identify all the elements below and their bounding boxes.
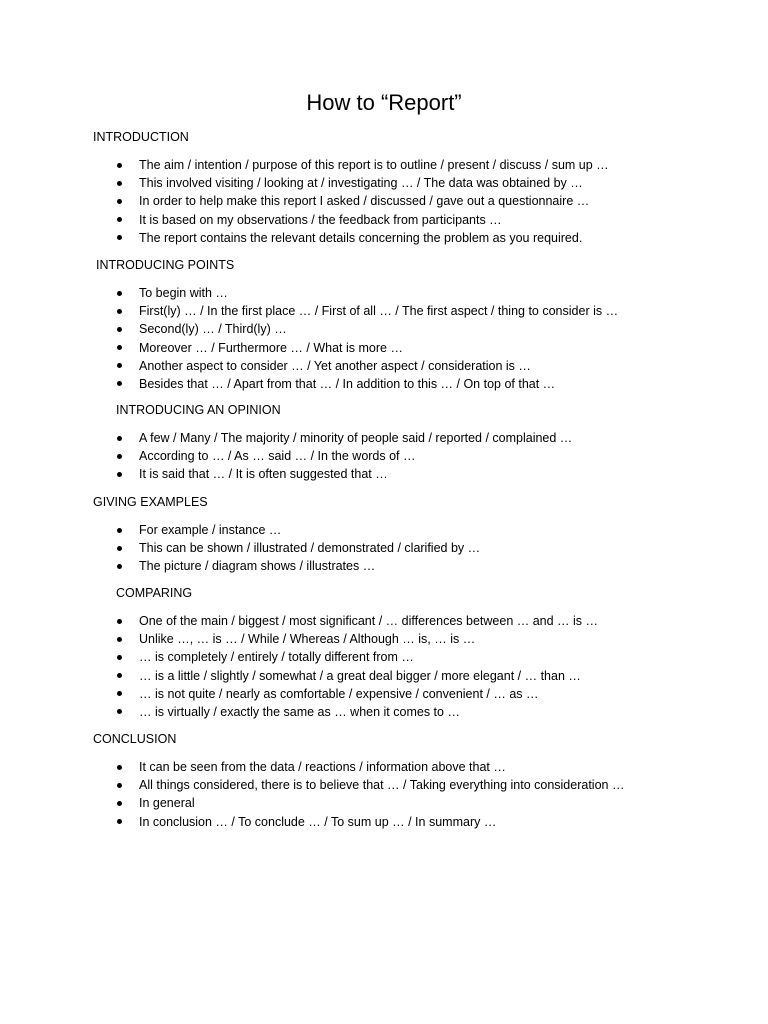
bullet-icon [117, 472, 122, 477]
list-item-text: The aim / intention / purpose of this report is to outline / present / discuss / sum up … [139, 158, 609, 172]
list-item [0, 814, 768, 832]
list-item-text: A few / Many / The majority / minority of people said / reported / complained … [139, 431, 573, 445]
bullet-icon [117, 637, 122, 642]
list-item [0, 668, 768, 686]
list-item-text: The picture / diagram shows / illustrates … [139, 559, 376, 574]
list-item [0, 193, 768, 211]
bullet-icon [117, 528, 122, 533]
bullet-icon [117, 819, 122, 824]
list-item [0, 376, 768, 394]
bullet-icon [117, 235, 122, 240]
section-heading: INTRODUCING POINTS [96, 258, 235, 272]
list-item-text: All things considered, there is to believe that … / Taking everything into consideration … [139, 778, 625, 793]
bullet-icon [117, 655, 122, 660]
bullet-icon [117, 381, 122, 386]
list-item-text: It can be seen from the data / reactions / information above that … [139, 760, 506, 774]
bullet-icon [117, 564, 122, 569]
list-item [0, 649, 768, 667]
bullet-list [0, 430, 768, 485]
list-item [0, 704, 768, 722]
list-item [0, 340, 768, 358]
bullet-icon [117, 436, 122, 441]
list-item [0, 212, 768, 230]
bullet-icon [117, 619, 122, 624]
list-item-text: … is completely / entirely / totally different from … [139, 650, 414, 665]
bullet-icon [117, 691, 122, 696]
bullet-icon [117, 765, 122, 770]
list-item-text: The report contains the relevant details concerning the problem as you required. [139, 230, 583, 245]
list-item-text: In conclusion … / To conclude … / To sum up … / In summary … [139, 814, 497, 829]
list-item [0, 466, 768, 484]
list-item [0, 175, 768, 193]
bullet-icon [117, 163, 122, 168]
bullet-icon [117, 673, 122, 678]
section-heading: COMPARING [116, 586, 193, 600]
list-item [0, 430, 768, 448]
list-item-text: Second(ly) … / Third(ly) … [139, 322, 287, 337]
bullet-list [0, 522, 768, 577]
bullet-icon [117, 199, 122, 204]
bullet-icon [117, 345, 122, 350]
bullet-icon [117, 709, 122, 714]
bullet-icon [117, 801, 122, 806]
list-item-text: … is a little / slightly / somewhat / a great deal bigger / more elegant / … than … [139, 668, 581, 683]
list-item-text: Another aspect to consider … / Yet another aspect / consideration is … [139, 358, 531, 373]
list-item [0, 759, 768, 777]
list-item-text: This involved visiting / looking at / investigating … / The data was obtained by … [139, 176, 583, 191]
bullet-list [0, 157, 768, 248]
section-heading: INTRODUCING AN OPINION [116, 403, 281, 417]
bullet-icon [117, 546, 122, 551]
section-heading: INTRODUCTION [93, 130, 189, 144]
bullet-list [0, 759, 768, 832]
list-item [0, 522, 768, 540]
list-item-text: In general [139, 796, 195, 811]
list-item-text: Moreover … / Furthermore … / What is more … [139, 340, 403, 355]
bullet-list [0, 613, 768, 722]
list-item-text: For example / instance … [139, 523, 282, 537]
list-item [0, 631, 768, 649]
bullet-icon [117, 181, 122, 186]
list-item [0, 686, 768, 704]
list-item [0, 358, 768, 376]
section-heading: CONCLUSION [93, 732, 177, 746]
list-item [0, 540, 768, 558]
bullet-icon [117, 783, 122, 788]
section-heading: GIVING EXAMPLES [93, 495, 208, 509]
bullet-icon [117, 327, 122, 332]
document-title: How to “Report” [306, 90, 462, 115]
list-item [0, 795, 768, 813]
list-item-text: Unlike …, … is … / While / Whereas / Although … is, … is … [139, 632, 476, 647]
list-item [0, 777, 768, 795]
bullet-list [0, 285, 768, 394]
list-item [0, 157, 768, 175]
list-item [0, 448, 768, 466]
list-item-text: It is based on my observations / the feedback from participants … [139, 212, 502, 227]
list-item [0, 285, 768, 303]
list-item [0, 303, 768, 321]
bullet-icon [117, 309, 122, 314]
list-item-text: In order to help make this report I asked / discussed / gave out a questionnaire … [139, 194, 590, 209]
list-item [0, 321, 768, 339]
list-item-text: According to … / As … said … / In the words of … [139, 449, 416, 464]
bullet-icon [117, 363, 122, 368]
list-item-text: First(ly) … / In the first place … / First of all … / The first aspect / thing to consider is … [139, 304, 619, 319]
list-item [0, 230, 768, 248]
list-item-text: This can be shown / illustrated / demonstrated / clarified by … [139, 541, 481, 556]
list-item [0, 613, 768, 631]
list-item-text: To begin with … [139, 286, 228, 300]
list-item-text: … is virtually / exactly the same as … when it comes to … [139, 704, 460, 719]
bullet-icon [117, 454, 122, 459]
list-item-text: It is said that … / It is often suggested that … [139, 467, 388, 482]
list-item-text: Besides that … / Apart from that … / In addition to this … / On top of that … [139, 376, 556, 391]
list-item [0, 558, 768, 576]
bullet-icon [117, 291, 122, 296]
bullet-icon [117, 217, 122, 222]
list-item-text: … is not quite / nearly as comfortable / expensive / convenient / … as … [139, 686, 539, 701]
list-item-text: One of the main / biggest / most significant / … differences between … and … is … [139, 614, 599, 628]
